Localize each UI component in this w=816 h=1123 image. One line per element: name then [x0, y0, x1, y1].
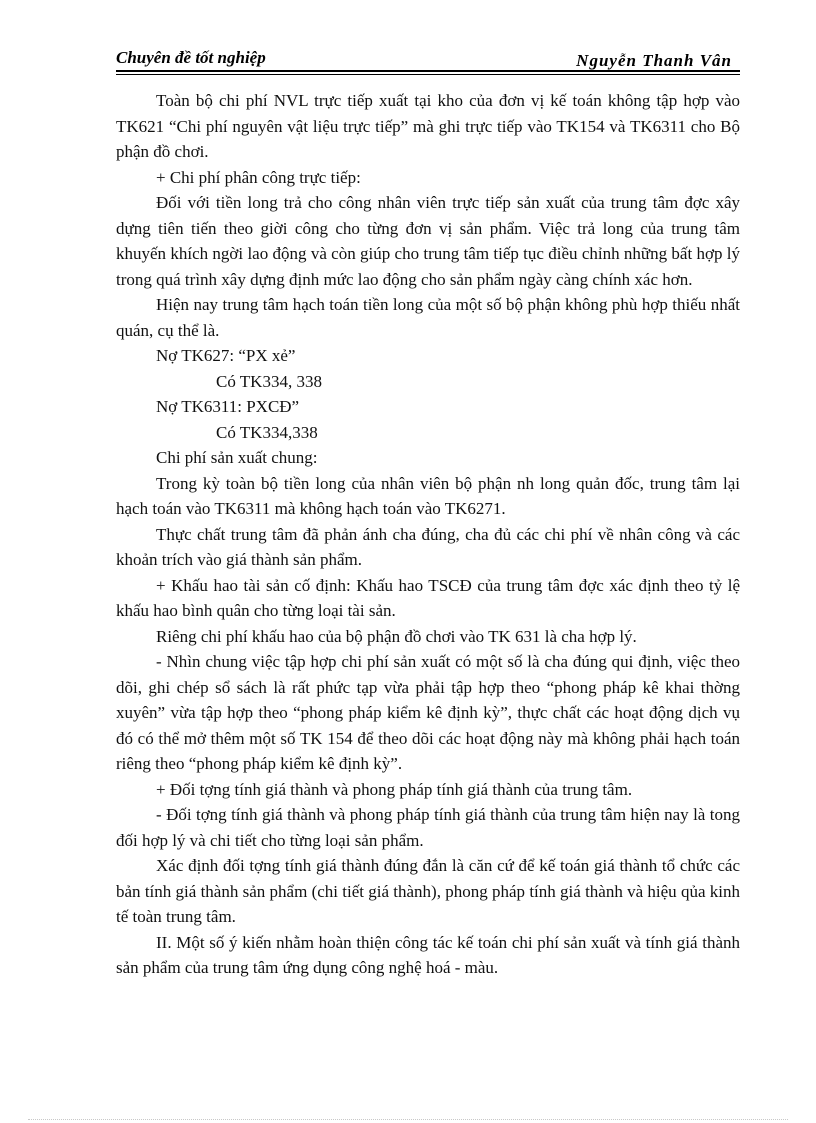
paragraph: Chi phí sản xuất chung: — [156, 448, 318, 467]
paragraph: Đối với tiền long trả cho công nhân viên trực tiếp sản xuất của trung tâm đợc xây dựng tiên tiến theo giời công cho từng đơn vị sản phẩm. Việc trả long của trung tâm khuyến khích ngời lao động và còn giúp cho trung tâm tiếp tục điều chỉnh những bất hợp lý trong quá trình xây dựng định mức lao động cho sản phẩm ngày càng chính xác hơn. — [116, 193, 740, 289]
journal-entry-debit: Nợ TK627: “PX xẻ” — [156, 346, 296, 365]
paragraph: Trong kỳ toàn bộ tiền long của nhân viên bộ phận nh long quản đốc, trung tâm lại hạch toán vào TK6311 mà không hạch toán vào TK6271. — [116, 473, 740, 518]
paragraph: Toàn bộ chi phí NVL trực tiếp xuất tại kho của đơn vị kế toán không tập hợp vào TK621 “Chi phí nguyên vật liệu trực tiếp” mà ghi trực tiếp vào TK154 và TK6311 cho Bộ phận đồ chơi. — [116, 91, 740, 161]
page-bottom-divider — [28, 1119, 788, 1120]
journal-entry-credit: Có TK334, 338 — [216, 371, 322, 391]
paragraph: + Đối tợng tính giá thành và phong pháp tính giá thành của trung tâm. — [156, 779, 633, 799]
header-document-type: Chuyên đề tốt nghiệp — [116, 48, 266, 67]
paragraph: - Nhìn chung việc tập hợp chi phí sản xuất có một số là cha đúng qui định, việc theo dõi, ghi chép sổ sách là rất phức tạp vừa phải tập hợp theo “phong pháp kê khai thờng xuyên” vừa tập hợp theo “phong pháp kiểm kê định kỳ”, thực chất các hoạt động dịch vụ đó có thể mở thêm một số TK 154 để theo dõi các hoạt động này mà không phải hạch toán riêng theo “phong pháp kiểm kê định kỳ”. — [116, 652, 740, 773]
section-heading: II. Một số ý kiến nhằm hoàn thiện công tác kế toán chi phí sản xuất và tính giá thành sản phẩm của trung tâm ứng dụng công nghệ hoá - màu. — [116, 932, 740, 977]
header-author: Nguyễn Thanh Vân — [576, 51, 732, 70]
paragraph: Riêng chi phí khấu hao của bộ phận đồ chơi vào TK 631 là cha hợp lý. — [156, 626, 637, 646]
paragraph: Thực chất trung tâm đã phản ánh cha đúng, cha đủ các chi phí về nhân công và các khoản trích vào giá thành sản phẩm. — [116, 524, 740, 569]
paragraph: + Chi phí phân công trực tiếp: — [156, 167, 361, 187]
journal-entry-debit: Nợ TK6311: PXCĐ” — [156, 397, 300, 416]
paragraph: - Đối tợng tính giá thành và phong pháp tính giá thành của trung tâm hiện nay là tong đối hợp lý và chi tiết cho từng loại sản phẩm. — [116, 805, 740, 850]
paragraph: + Khấu hao tài sản cố định: Khấu hao TSCĐ của trung tâm đợc xác định theo tỷ lệ khấu hao bình quân cho từng loại tài sản. — [116, 575, 740, 620]
paragraph: Xác định đối tợng tính giá thành đúng đắn là căn cứ để kế toán giá thành tổ chức các bản tính giá thành sản phẩm (chi tiết giá thành), phong pháp tính giá thành và hiệu qủa kinh tế toàn trung tâm. — [116, 856, 740, 926]
journal-entry-credit: Có TK334,338 — [216, 422, 318, 442]
page-header — [116, 48, 740, 72]
paragraph: Hiện nay trung tâm hạch toán tiền long của một số bộ phận không phù hợp thiếu nhất quán, cụ thể là. — [116, 295, 740, 340]
document-body — [116, 88, 740, 981]
